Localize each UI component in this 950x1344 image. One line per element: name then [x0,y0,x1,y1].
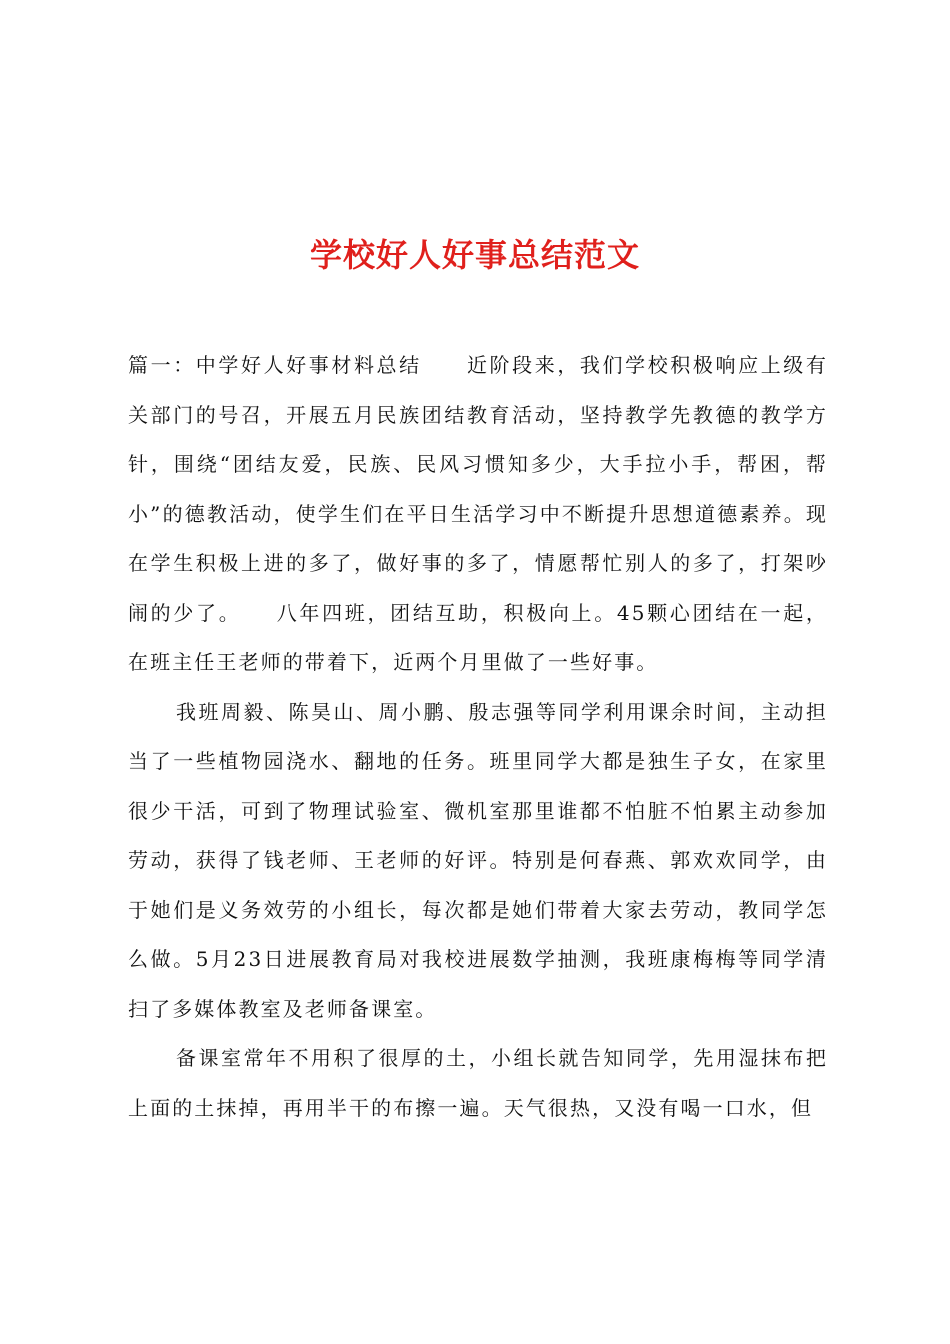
paragraph-2: 我班周毅、陈昊山、周小鹏、殷志强等同学利用课余时间，主动担当了一些植物园浇水、翻地的任务。班里同学大都是独生子女，在家里很少干活，可到了物理试验室、微机室那里谁都不怕脏不怕累主动参加劳动，获得了钱老师、王老师的好评。特别是何春燕、郭欢欢同学，由于她们是义务效劳的小组长，每次都是她们带着大家去劳动，教同学怎么做。5月23日进展教育局对我校进展数学抽测，我班康梅梅等同学清扫了多媒体教室及老师备课室。 [128,699,828,1021]
paragraph-1: 篇一：中学好人好事材料总结 近阶段来，我们学校积极响应上级有关部门的号召，开展五月民族团结教育活动，坚持教学先教德的教学方针，围绕“团结友爱，民族、民风习惯知多少，大手拉小手，帮困，帮小”的德教活动，使学生们在平日生活学习中不断提升思想道德素养。现在学生积极上进的多了，做好事的多了，情愿帮忙别人的多了，打架吵闹的少了。 八年四班，团结互助，积极向上。45颗心团结在一起，在班主任王老师的带着下，近两个月里做了一些好事。 [128,353,828,674]
document-title: 学校好人好事总结范文 [309,236,640,275]
paragraph-3: 备课室常年不用积了很厚的土，小组长就告知同学，先用湿抹布把上面的土抹掉，再用半干的布擦一遍。天气很热，又没有喝一口水，但 [128,1046,828,1120]
document-body [128,341,828,1133]
